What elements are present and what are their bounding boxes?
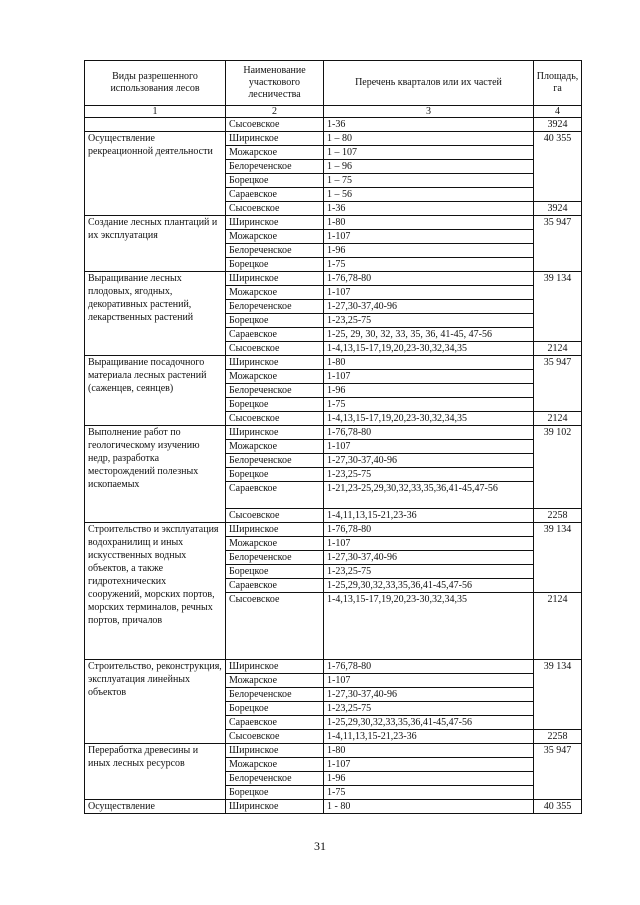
forestry-cell: Борецкое [226, 314, 324, 328]
forestry-cell: Ширинское [226, 356, 324, 370]
quarters-cell: 1-23,25-75 [324, 314, 534, 328]
quarters-cell: 1-27,30-37,40-96 [324, 454, 534, 468]
forestry-cell: Ширинское [226, 744, 324, 758]
page-number: 31 [314, 839, 326, 853]
forestry-cell: Можарское [226, 758, 324, 772]
use-kind-cell [85, 118, 226, 132]
forestry-cell: Белореченское [226, 772, 324, 786]
table-row [85, 118, 582, 132]
table-row [85, 660, 582, 674]
quarters-cell: 1-4,13,15-17,19,20,23-30,32,34,35 [324, 342, 534, 356]
quarters-cell: 1 – 56 [324, 188, 534, 202]
quarters-cell: 1-4,13,15-17,19,20,23-30,32,34,35 [324, 593, 534, 660]
quarters-cell: 1-96 [324, 384, 534, 398]
quarters-cell: 1-107 [324, 674, 534, 688]
forestry-cell: Белореченское [226, 160, 324, 174]
forestry-cell: Сысоевское [226, 730, 324, 744]
forestry-cell: Белореченское [226, 244, 324, 258]
table-row [85, 744, 582, 758]
forestry-cell: Борецкое [226, 565, 324, 579]
forestry-cell: Можарское [226, 370, 324, 384]
area-cell: 40 355 [534, 132, 582, 202]
quarters-cell: 1-96 [324, 244, 534, 258]
quarters-cell: 1-25, 29, 30, 32, 33, 35, 36, 41-45, 47-56 [324, 328, 534, 342]
quarters-cell: 1-107 [324, 758, 534, 772]
quarters-cell: 1 – 107 [324, 146, 534, 160]
use-kind-cell: Осуществление [85, 800, 226, 814]
quarters-cell: 1-36 [324, 118, 534, 132]
quarters-cell: 1-4,11,13,15-21,23-36 [324, 509, 534, 523]
forestry-cell: Борецкое [226, 258, 324, 272]
area-cell: 35 947 [534, 356, 582, 412]
area-cell: 2124 [534, 593, 582, 660]
table-row [85, 272, 582, 286]
quarters-cell: 1-107 [324, 537, 534, 551]
forestry-cell: Сараевское [226, 716, 324, 730]
quarters-cell: 1-75 [324, 786, 534, 800]
forestry-cell: Сараевское [226, 188, 324, 202]
table-row [85, 356, 582, 370]
column-number: 4 [534, 106, 582, 118]
forestry-cell: Ширинское [226, 272, 324, 286]
quarters-cell: 1 – 75 [324, 174, 534, 188]
quarters-cell: 1-80 [324, 744, 534, 758]
use-kind-cell: Выращивание посадочного материала лесных растений (саженцев, сеянцев) [85, 356, 226, 426]
forestry-cell: Ширинское [226, 800, 324, 814]
table-row [85, 426, 582, 440]
quarters-cell: 1 - 80 [324, 800, 534, 814]
column-number-row [85, 106, 582, 118]
quarters-cell: 1-4,11,13,15-21,23-36 [324, 730, 534, 744]
forestry-cell: Можарское [226, 537, 324, 551]
quarters-cell: 1-96 [324, 772, 534, 786]
forestry-cell: Сысоевское [226, 342, 324, 356]
use-kind-cell: Переработка древесины и иных лесных ресурсов [85, 744, 226, 800]
forestry-cell: Сысоевское [226, 509, 324, 523]
forestry-cell: Борецкое [226, 174, 324, 188]
forestry-cell: Ширинское [226, 216, 324, 230]
quarters-cell: 1-23,25-75 [324, 702, 534, 716]
area-cell: 39 102 [534, 426, 582, 509]
use-kind-cell: Создание лесных плантаций и их эксплуатация [85, 216, 226, 272]
area-cell: 2258 [534, 509, 582, 523]
forestry-cell: Борецкое [226, 702, 324, 716]
forestry-cell: Белореченское [226, 688, 324, 702]
forestry-cell: Ширинское [226, 426, 324, 440]
quarters-cell: 1-76,78-80 [324, 426, 534, 440]
use-kind-cell: Строительство и эксплуатация водохранилищ и иных искусственных водных объектов, а также гидротехнических сооружений, морских портов, морских терминалов, речных портов, причалов [85, 523, 226, 660]
area-cell: 3924 [534, 118, 582, 132]
quarters-cell: 1-76,78-80 [324, 523, 534, 537]
quarters-cell: 1-25,29,30,32,33,35,36,41-45,47-56 [324, 579, 534, 593]
forestry-cell: Можарское [226, 230, 324, 244]
area-cell: 2124 [534, 412, 582, 426]
table-row [85, 132, 582, 146]
quarters-cell: 1-23,25-75 [324, 565, 534, 579]
forestry-cell: Ширинское [226, 132, 324, 146]
forestry-cell: Белореченское [226, 551, 324, 565]
area-cell: 2258 [534, 730, 582, 744]
forestry-cell: Можарское [226, 286, 324, 300]
table-row [85, 523, 582, 537]
quarters-cell: 1 – 96 [324, 160, 534, 174]
table-row [85, 800, 582, 814]
quarters-cell: 1-36 [324, 202, 534, 216]
forestry-cell: Белореченское [226, 454, 324, 468]
column-number: 1 [85, 106, 226, 118]
forestry-cell: Ширинское [226, 660, 324, 674]
table-header-row [85, 61, 582, 106]
quarters-cell: 1-76,78-80 [324, 660, 534, 674]
quarters-cell: 1-27,30-37,40-96 [324, 551, 534, 565]
permitted-use-table [84, 60, 582, 814]
table-body [85, 118, 582, 814]
forestry-cell: Сараевское [226, 579, 324, 593]
header-use-kind: Виды разрешенного использования лесов [85, 61, 226, 106]
quarters-cell: 1 – 80 [324, 132, 534, 146]
use-kind-cell: Выполнение работ по геологическому изучению недр, разработка месторождений полезных ископаемых [85, 426, 226, 523]
quarters-cell: 1-4,13,15-17,19,20,23-30,32,34,35 [324, 412, 534, 426]
use-kind-cell: Строительство, реконструкция, эксплуатация линейных объектов [85, 660, 226, 744]
quarters-cell: 1-107 [324, 286, 534, 300]
quarters-cell: 1-76,78-80 [324, 272, 534, 286]
forestry-cell: Борецкое [226, 398, 324, 412]
column-number: 2 [226, 106, 324, 118]
area-cell: 35 947 [534, 744, 582, 800]
forestry-cell: Сараевское [226, 482, 324, 509]
forestry-cell: Борецкое [226, 468, 324, 482]
header-quarters: Перечень кварталов или их частей [324, 61, 534, 106]
quarters-cell: 1-107 [324, 440, 534, 454]
use-kind-cell: Осуществление рекреационной деятельности [85, 132, 226, 216]
quarters-cell: 1-75 [324, 258, 534, 272]
area-cell: 39 134 [534, 660, 582, 730]
table-row [85, 216, 582, 230]
column-number: 3 [324, 106, 534, 118]
use-kind-cell: Выращивание лесных плодовых, ягодных, декоративных растений, лекарственных растений [85, 272, 226, 356]
quarters-cell: 1-27,30-37,40-96 [324, 688, 534, 702]
forestry-cell: Сысоевское [226, 118, 324, 132]
quarters-cell: 1-27,30-37,40-96 [324, 300, 534, 314]
area-cell: 35 947 [534, 216, 582, 272]
forestry-cell: Сысоевское [226, 202, 324, 216]
header-forestry: Наименование участкового лесничества [226, 61, 324, 106]
forestry-cell: Сараевское [226, 328, 324, 342]
header-area: Площадь, га [534, 61, 582, 106]
quarters-cell: 1-107 [324, 370, 534, 384]
forestry-cell: Белореченское [226, 300, 324, 314]
forestry-cell: Борецкое [226, 786, 324, 800]
forestry-cell: Можарское [226, 674, 324, 688]
area-cell: 40 355 [534, 800, 582, 814]
forestry-cell: Можарское [226, 146, 324, 160]
quarters-cell: 1-80 [324, 216, 534, 230]
quarters-cell: 1-23,25-75 [324, 468, 534, 482]
forestry-cell: Сысоевское [226, 412, 324, 426]
area-cell: 2124 [534, 342, 582, 356]
forestry-cell: Сысоевское [226, 593, 324, 660]
quarters-cell: 1-75 [324, 398, 534, 412]
quarters-cell: 1-25,29,30,32,33,35,36,41-45,47-56 [324, 716, 534, 730]
forestry-cell: Ширинское [226, 523, 324, 537]
area-cell: 39 134 [534, 272, 582, 342]
forestry-cell: Можарское [226, 440, 324, 454]
area-cell: 39 134 [534, 523, 582, 593]
forestry-cell: Белореченское [226, 384, 324, 398]
quarters-cell: 1-80 [324, 356, 534, 370]
quarters-cell: 1-107 [324, 230, 534, 244]
quarters-cell: 1-21,23-25,29,30,32,33,35,36,41-45,47-56 [324, 482, 534, 509]
area-cell: 3924 [534, 202, 582, 216]
